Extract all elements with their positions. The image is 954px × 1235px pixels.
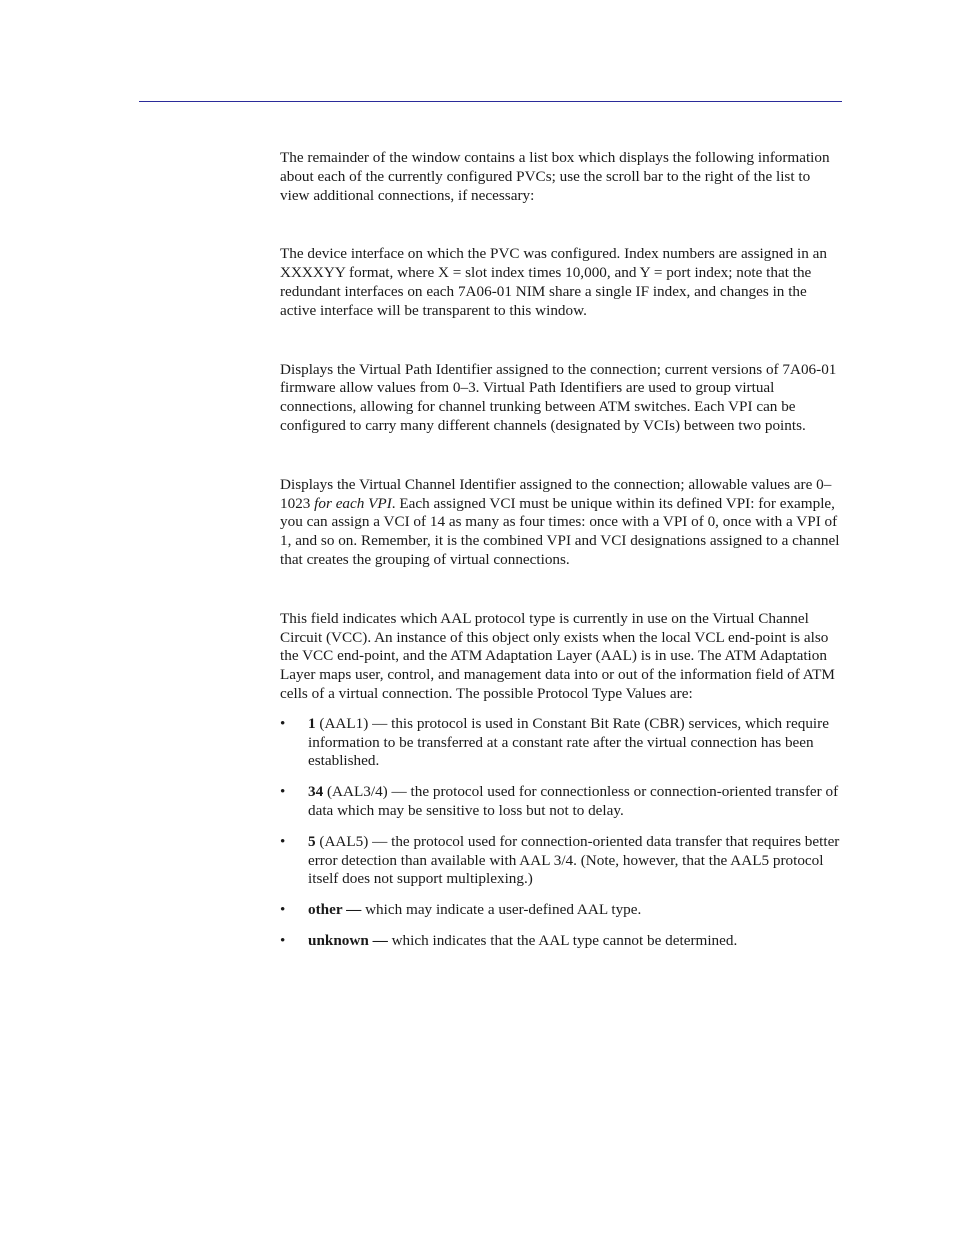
list-item <box>280 833 842 889</box>
protocol-description: which indicates that the AAL type cannot be determined. <box>387 931 738 949</box>
protocol-value: 1 <box>308 714 316 732</box>
if-index-description: The device interface on which the PVC was configured. Index numbers are assigned in an XXXXYY format, where X = slot index times 10,000, and Y = port index; note that the redundant interfaces on each 7A06-01 NIM share a single IF index, and changes in the active interface will be transparent to this window. <box>280 245 827 319</box>
list-item <box>280 932 842 951</box>
vci-description <box>280 476 842 570</box>
protocol-description: (AAL5) — the protocol used for connection-oriented data transfer that requires better error detection than available with AAL 3/4. (Note, however, that the AAL5 protocol itself does not support multiplexing.) <box>308 832 840 888</box>
protocol-value: 5 <box>308 832 316 850</box>
bullet: • <box>280 783 286 801</box>
list-item <box>280 715 842 771</box>
intro-paragraph: The remainder of the window contains a list box which displays the following information about each of the currently configured PVCs; use the scroll bar to the right of the list to view additional connections, if necessary: <box>280 149 830 204</box>
aal-type-description: This field indicates which AAL protocol type is currently in use on the Virtual Channel Circuit (VCC). An instance of this object only exists when the local VCL end-point is also the VCC end-point, and the ATM Adaptation Layer (AAL) is in use. The ATM Adaptation Layer maps user, control, and management data into or out of the information field of ATM cells of a virtual connection. The possible Protocol Type Values are: <box>280 609 835 702</box>
protocol-description: which may indicate a user-defined AAL type. <box>361 901 642 919</box>
vci-emphasis: for each VPI <box>314 494 392 512</box>
protocol-value: other — <box>308 901 362 919</box>
vpi-description: Displays the Virtual Path Identifier assigned to the connection; current versions of 7A06-01 firmware allow values from 0–3. Virtual Path Identifiers are used to group virtual connections, allowing for channel trunking between ATM switches. Each VPI can be configured to carry many different channels (designated by VCIs) between two points. <box>280 360 837 434</box>
protocol-value: 34 <box>308 783 324 801</box>
list-item <box>280 901 842 920</box>
bullet: • <box>280 901 286 919</box>
header-rule <box>139 101 842 102</box>
protocol-type-list <box>280 715 842 951</box>
bullet: • <box>280 714 286 732</box>
bullet: • <box>280 931 286 949</box>
protocol-value: unknown — <box>308 931 388 949</box>
protocol-description: (AAL1) — this protocol is used in Constant Bit Rate (CBR) services, which require information to be transferred at a constant rate after the virtual connection has been established. <box>308 714 829 770</box>
list-item <box>280 783 842 821</box>
vci-description-text: Displays the Virtual Channel Identifier assigned to the connection; allowable values are 0–1023 <box>280 475 832 512</box>
protocol-description: (AAL3/4) — the protocol used for connectionless or connection-oriented transfer of data which may be sensitive to loss but not to delay. <box>308 783 839 819</box>
page-body <box>280 149 842 963</box>
bullet: • <box>280 832 286 850</box>
vci-description-text-cont: . Each assigned VCI must be unique within its defined VPI: for example, you can assign a VCI of 14 as many as four times: once with a VPI of 0, once with a VPI of 1, and so on. Remember, it is the combined VPI and VCI designations assigned to a channel that creates the grouping of virtual connections. <box>280 494 840 568</box>
